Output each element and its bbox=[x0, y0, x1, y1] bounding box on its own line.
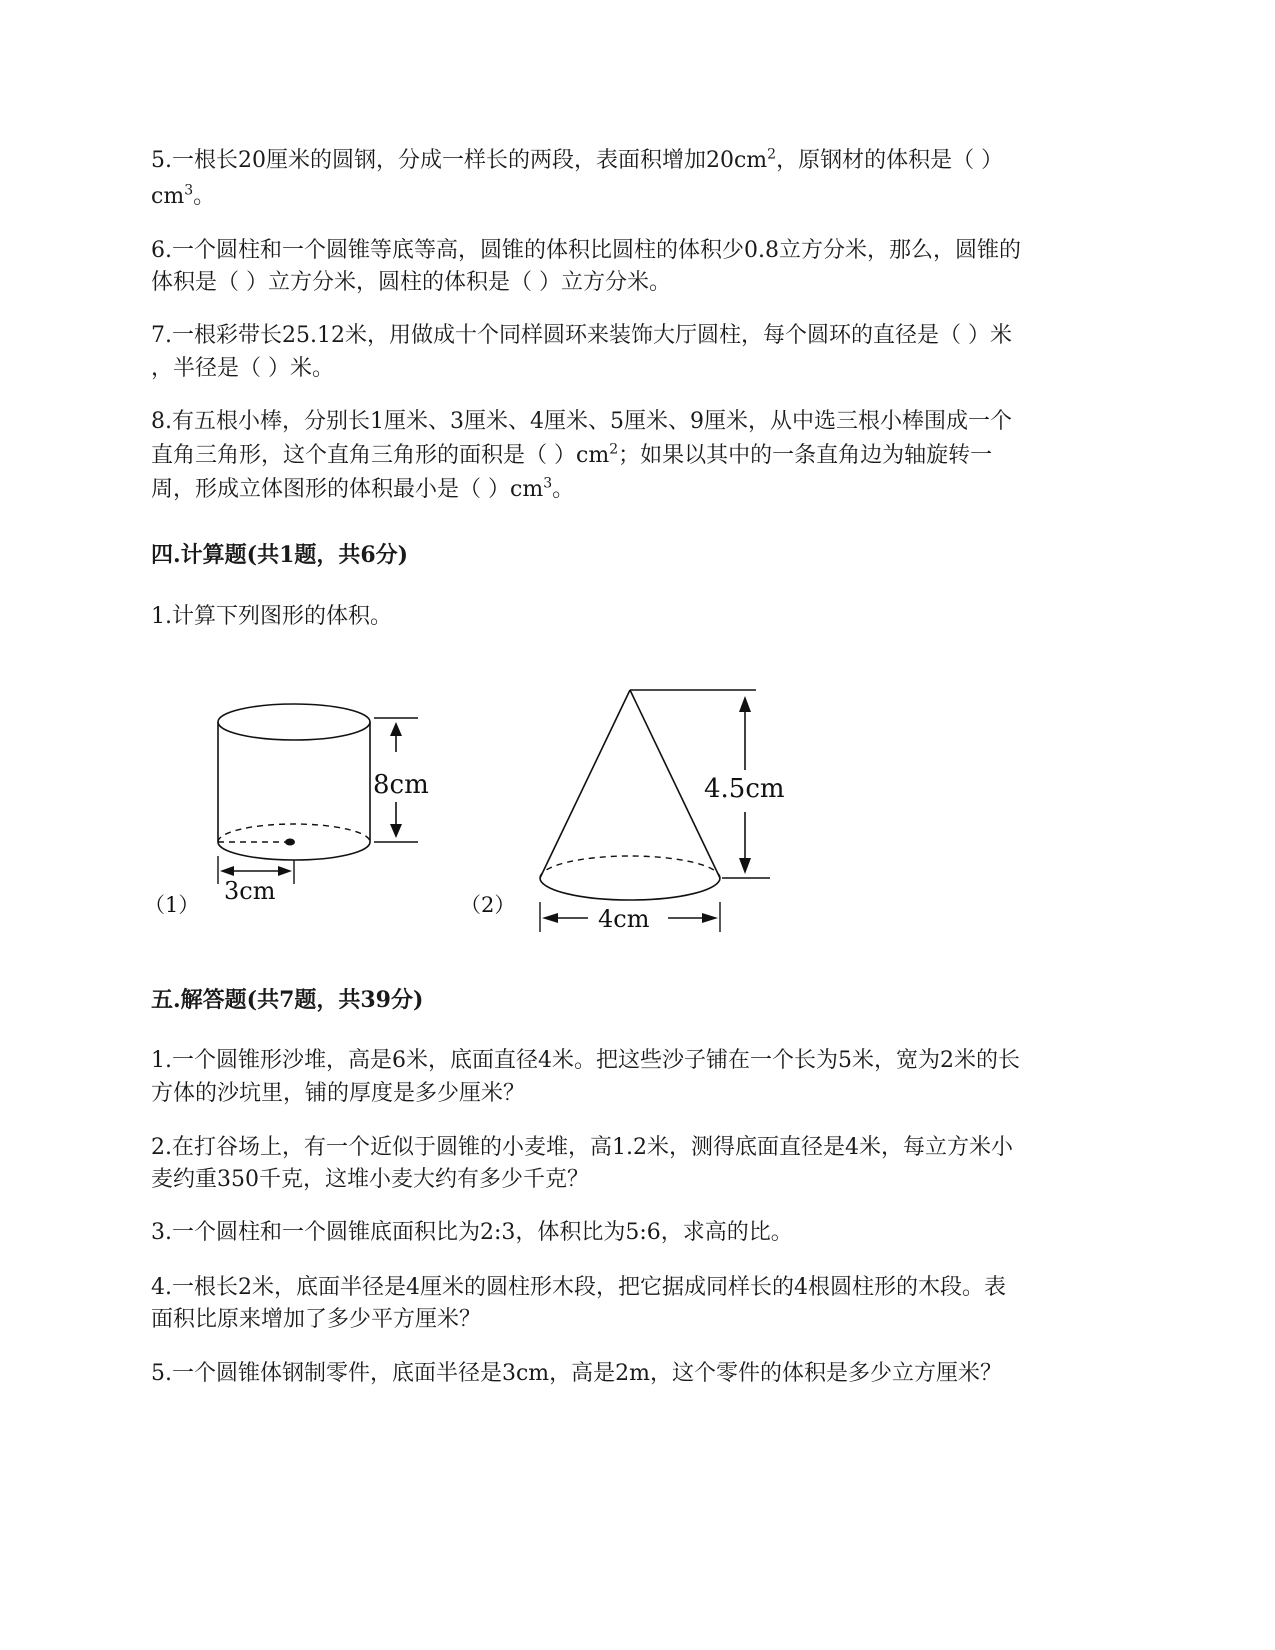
question-8-line-1: 8.有五根小棒，分别长1厘米、3厘米、4厘米、5厘米、9厘米，从中选三根小棒围成一个 bbox=[151, 409, 1012, 434]
answer-question-3: 3.一个圆柱和一个圆锥底面积比为2:3，体积比为5:6，求高的比。 bbox=[151, 1220, 793, 1245]
question-5-line-1 bbox=[151, 147, 1003, 175]
question-8-line-3 bbox=[151, 476, 574, 504]
calc-question-1: 1.计算下列图形的体积。 bbox=[151, 604, 392, 629]
cylinder-figure bbox=[140, 690, 460, 950]
cylinder-bottom-back bbox=[218, 824, 370, 842]
superscript: 3 bbox=[184, 182, 194, 199]
answer-question-2-line-1: 2.在打谷场上，有一个近似于圆锥的小麦堆，高1.2米，测得底面直径是4米，每立方米小 bbox=[151, 1135, 1013, 1160]
superscript: 2 bbox=[767, 146, 777, 163]
cylinder-top bbox=[218, 704, 370, 740]
up-arrow-icon bbox=[739, 696, 751, 712]
answer-question-2-line-2: 麦约重350千克，这堆小麦大约有多少千克？ bbox=[151, 1167, 589, 1192]
punctuation: 。 bbox=[193, 184, 216, 209]
answer-question-5: 5.一个圆锥体钢制零件，底面半径是3cm，高是2m，这个零件的体积是多少立方厘米？ bbox=[151, 1361, 1003, 1386]
superscript: 2 bbox=[609, 441, 619, 458]
left-arrow-icon bbox=[220, 866, 234, 876]
right-arrow-icon bbox=[278, 866, 292, 876]
question-5-text-a: 5.一根长20厘米的圆钢，分成一样长的两段，表面积增加20cm bbox=[151, 148, 768, 173]
cylinder-height-label: 8cm bbox=[373, 770, 429, 800]
answer-question-4-line-2: 面积比原来增加了多少平方厘米？ bbox=[151, 1307, 482, 1332]
down-arrow-icon bbox=[739, 858, 751, 874]
figure-2-label: （2） bbox=[460, 893, 516, 917]
down-arrow-icon bbox=[390, 824, 402, 838]
figure-1-label: （1） bbox=[144, 893, 200, 917]
answer-question-1-line-2: 方体的沙坑里，铺的厚度是多少厘米？ bbox=[151, 1081, 526, 1106]
question-8-text-a: 直角三角形，这个直角三角形的面积是（ ）cm bbox=[151, 443, 610, 468]
left-arrow-icon bbox=[542, 913, 558, 923]
cone-base-front bbox=[540, 878, 720, 900]
cone-diameter-label: 4cm bbox=[598, 905, 650, 933]
question-5-line-2 bbox=[151, 183, 215, 211]
question-8-text-b: ；如果以其中的一条直角边为轴旋转一 bbox=[618, 443, 993, 468]
cone-base-back bbox=[540, 856, 720, 878]
cone-height-label: 4.5cm bbox=[704, 774, 785, 804]
cylinder-radius-label: 3cm bbox=[224, 877, 276, 905]
question-7-line-1: 7.一根彩带长25.12米，用做成十个同样圆环来装饰大厅圆柱，每个圆环的直径是（ ）米 bbox=[151, 323, 1012, 348]
cone-figure bbox=[460, 680, 800, 950]
question-6-line-1: 6.一个圆柱和一个圆锥等底等高，圆锥的体积比圆柱的体积少0.8立方分米，那么，圆锥的 bbox=[151, 238, 1021, 263]
answer-question-4-line-1: 4.一根长2米，底面半径是4厘米的圆柱形木段，把它据成同样长的4根圆柱形的木段。表 bbox=[151, 1275, 1006, 1300]
question-8-text-c: 周，形成立体图形的体积最小是（ ）cm bbox=[151, 477, 544, 502]
superscript: 3 bbox=[543, 475, 553, 492]
punctuation: 。 bbox=[552, 477, 575, 502]
question-5-text-b: ，原钢材的体积是（ ） bbox=[776, 148, 1004, 173]
answer-question-1-line-1: 1.一个圆锥形沙堆，高是6米，底面直径4米。把这些沙子铺在一个长为5米，宽为2米的长 bbox=[151, 1048, 1020, 1073]
cone-left-side bbox=[540, 690, 630, 878]
section-4-heading: 四.计算题(共1题，共6分) bbox=[151, 542, 409, 568]
right-arrow-icon bbox=[702, 913, 718, 923]
up-arrow-icon bbox=[390, 722, 402, 736]
unit-text: cm bbox=[151, 184, 185, 209]
cylinder-bottom-front bbox=[218, 842, 370, 860]
section-5-heading: 五.解答题(共7题，共39分) bbox=[151, 987, 424, 1013]
question-8-line-2 bbox=[151, 442, 992, 470]
cylinder-center-dot bbox=[285, 839, 295, 846]
question-6-line-2: 体积是（ ）立方分米，圆柱的体积是（ ）立方分米。 bbox=[151, 270, 671, 295]
question-7-line-2: ，半径是（ ）米。 bbox=[151, 356, 334, 381]
